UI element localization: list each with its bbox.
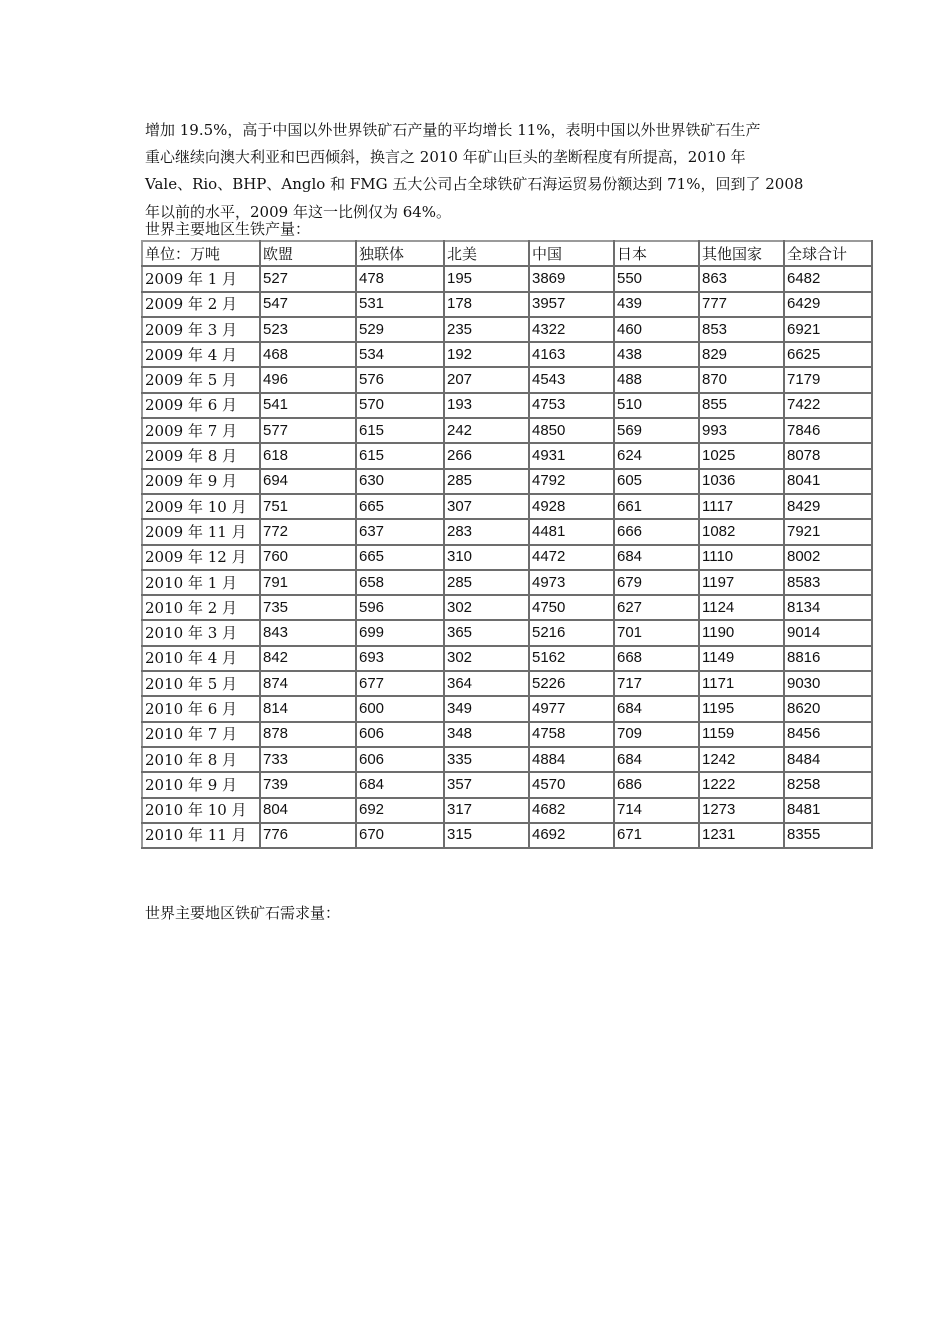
cell-cis: 692 <box>356 798 444 823</box>
cell-north-america: 307 <box>444 494 529 519</box>
cell-north-america: 302 <box>444 646 529 671</box>
table-row <box>142 469 872 494</box>
header-unit: 单位：万吨 <box>142 241 260 266</box>
cell-other-countries: 1222 <box>699 772 784 797</box>
header-north-america: 北美 <box>444 241 529 266</box>
header-eu: 欧盟 <box>260 241 356 266</box>
cell-japan: 714 <box>614 798 699 823</box>
cell-eu: 496 <box>260 367 356 392</box>
cell-month: 2010 年 7 月 <box>142 722 260 747</box>
cell-eu: 733 <box>260 747 356 772</box>
cell-north-america: 349 <box>444 696 529 721</box>
cell-eu: 772 <box>260 519 356 544</box>
cell-cis: 658 <box>356 570 444 595</box>
cell-global-total: 8620 <box>784 696 872 721</box>
cell-china: 5162 <box>529 646 614 671</box>
cell-cis: 665 <box>356 545 444 570</box>
cell-month: 2010 年 6 月 <box>142 696 260 721</box>
header-japan: 日本 <box>614 241 699 266</box>
cell-japan: 624 <box>614 443 699 468</box>
cell-china: 4543 <box>529 367 614 392</box>
cell-north-america: 302 <box>444 595 529 620</box>
table-row <box>142 823 872 848</box>
cell-north-america: 207 <box>444 367 529 392</box>
cell-other-countries: 1231 <box>699 823 784 848</box>
table-header-row <box>142 241 872 266</box>
cell-cis: 615 <box>356 443 444 468</box>
cell-north-america: 310 <box>444 545 529 570</box>
cell-other-countries: 1197 <box>699 570 784 595</box>
cell-eu: 878 <box>260 722 356 747</box>
cell-global-total: 6625 <box>784 342 872 367</box>
cell-other-countries: 1025 <box>699 443 784 468</box>
cell-month: 2009 年 7 月 <box>142 418 260 443</box>
cell-global-total: 8484 <box>784 747 872 772</box>
cell-month: 2009 年 11 月 <box>142 519 260 544</box>
cell-global-total: 8041 <box>784 469 872 494</box>
cell-china: 4682 <box>529 798 614 823</box>
cell-japan: 684 <box>614 696 699 721</box>
cell-japan: 686 <box>614 772 699 797</box>
pig-iron-output-table <box>141 240 873 849</box>
table-row <box>142 570 872 595</box>
cell-cis: 570 <box>356 393 444 418</box>
cell-eu: 874 <box>260 671 356 696</box>
header-other-countries: 其他国家 <box>699 241 784 266</box>
table-row <box>142 367 872 392</box>
cell-japan: 510 <box>614 393 699 418</box>
table-row <box>142 342 872 367</box>
cell-cis: 529 <box>356 317 444 342</box>
cell-china: 4884 <box>529 747 614 772</box>
cell-japan: 569 <box>614 418 699 443</box>
cell-japan: 679 <box>614 570 699 595</box>
cell-north-america: 266 <box>444 443 529 468</box>
cell-month: 2009 年 9 月 <box>142 469 260 494</box>
table-row <box>142 317 872 342</box>
cell-month: 2009 年 1 月 <box>142 266 260 291</box>
cell-other-countries: 1082 <box>699 519 784 544</box>
cell-month: 2009 年 8 月 <box>142 443 260 468</box>
cell-month: 2010 年 3 月 <box>142 620 260 645</box>
paragraph-line: 增加 19.5%，高于中国以外世界铁矿石产量的平均增长 11%，表明中国以外世界铁矿石生产 <box>145 121 761 139</box>
cell-china: 4481 <box>529 519 614 544</box>
cell-eu: 523 <box>260 317 356 342</box>
cell-china: 4570 <box>529 772 614 797</box>
cell-north-america: 348 <box>444 722 529 747</box>
cell-month: 2009 年 2 月 <box>142 292 260 317</box>
cell-china: 4163 <box>529 342 614 367</box>
cell-eu: 468 <box>260 342 356 367</box>
cell-cis: 478 <box>356 266 444 291</box>
cell-other-countries: 855 <box>699 393 784 418</box>
cell-cis: 630 <box>356 469 444 494</box>
cell-month: 2009 年 10 月 <box>142 494 260 519</box>
cell-month: 2010 年 4 月 <box>142 646 260 671</box>
table-row <box>142 519 872 544</box>
cell-japan: 684 <box>614 747 699 772</box>
section-title-pig-iron-output: 世界主要地区生铁产量： <box>145 220 311 238</box>
cell-north-america: 365 <box>444 620 529 645</box>
paragraph-line: 重心继续向澳大利亚和巴西倾斜，换言之 2010 年矿山巨头的垄断程度有所提高，2010 年 <box>145 148 746 167</box>
cell-china: 4928 <box>529 494 614 519</box>
table-row <box>142 595 872 620</box>
cell-north-america: 178 <box>444 292 529 317</box>
cell-global-total: 7846 <box>784 418 872 443</box>
cell-eu: 735 <box>260 595 356 620</box>
cell-japan: 488 <box>614 367 699 392</box>
cell-japan: 666 <box>614 519 699 544</box>
cell-japan: 661 <box>614 494 699 519</box>
cell-china: 5216 <box>529 620 614 645</box>
cell-global-total: 8134 <box>784 595 872 620</box>
cell-eu: 751 <box>260 494 356 519</box>
cell-cis: 606 <box>356 722 444 747</box>
table-row <box>142 443 872 468</box>
cell-north-america: 364 <box>444 671 529 696</box>
cell-eu: 541 <box>260 393 356 418</box>
cell-other-countries: 777 <box>699 292 784 317</box>
cell-month: 2010 年 1 月 <box>142 570 260 595</box>
cell-other-countries: 1149 <box>699 646 784 671</box>
cell-other-countries: 1273 <box>699 798 784 823</box>
table-row <box>142 393 872 418</box>
cell-eu: 739 <box>260 772 356 797</box>
cell-global-total: 7921 <box>784 519 872 544</box>
table-body <box>142 266 872 848</box>
cell-global-total: 8002 <box>784 545 872 570</box>
cell-china: 4792 <box>529 469 614 494</box>
cell-china: 4750 <box>529 595 614 620</box>
cell-other-countries: 1159 <box>699 722 784 747</box>
cell-north-america: 193 <box>444 393 529 418</box>
cell-month: 2010 年 8 月 <box>142 747 260 772</box>
cell-cis: 699 <box>356 620 444 645</box>
cell-month: 2009 年 4 月 <box>142 342 260 367</box>
cell-cis: 606 <box>356 747 444 772</box>
cell-eu: 694 <box>260 469 356 494</box>
cell-global-total: 6482 <box>784 266 872 291</box>
table-row <box>142 266 872 291</box>
cell-japan: 627 <box>614 595 699 620</box>
cell-global-total: 8078 <box>784 443 872 468</box>
cell-other-countries: 1117 <box>699 494 784 519</box>
cell-japan: 701 <box>614 620 699 645</box>
cell-global-total: 8429 <box>784 494 872 519</box>
cell-japan: 439 <box>614 292 699 317</box>
section-title-iron-ore-demand: 世界主要地区铁矿石需求量： <box>145 904 341 922</box>
cell-other-countries: 829 <box>699 342 784 367</box>
header-china: 中国 <box>529 241 614 266</box>
cell-month: 2009 年 12 月 <box>142 545 260 570</box>
cell-eu: 760 <box>260 545 356 570</box>
cell-global-total: 8258 <box>784 772 872 797</box>
cell-north-america: 315 <box>444 823 529 848</box>
cell-global-total: 8583 <box>784 570 872 595</box>
cell-china: 4472 <box>529 545 614 570</box>
cell-other-countries: 853 <box>699 317 784 342</box>
table-row <box>142 772 872 797</box>
cell-other-countries: 1124 <box>699 595 784 620</box>
body-paragraph <box>145 117 815 226</box>
cell-other-countries: 1195 <box>699 696 784 721</box>
cell-japan: 671 <box>614 823 699 848</box>
cell-japan: 550 <box>614 266 699 291</box>
cell-eu: 843 <box>260 620 356 645</box>
cell-cis: 637 <box>356 519 444 544</box>
cell-month: 2010 年 11 月 <box>142 823 260 848</box>
cell-north-america: 235 <box>444 317 529 342</box>
header-global-total: 全球合计 <box>784 241 872 266</box>
cell-japan: 605 <box>614 469 699 494</box>
cell-global-total: 7179 <box>784 367 872 392</box>
cell-month: 2009 年 6 月 <box>142 393 260 418</box>
table-row <box>142 545 872 570</box>
cell-china: 4973 <box>529 570 614 595</box>
cell-eu: 527 <box>260 266 356 291</box>
cell-month: 2009 年 3 月 <box>142 317 260 342</box>
cell-cis: 596 <box>356 595 444 620</box>
cell-japan: 709 <box>614 722 699 747</box>
cell-cis: 534 <box>356 342 444 367</box>
cell-global-total: 7422 <box>784 393 872 418</box>
cell-global-total: 6429 <box>784 292 872 317</box>
cell-cis: 677 <box>356 671 444 696</box>
paragraph-line: Vale、Rio、BHP、Anglo 和 FMG 五大公司占全球铁矿石海运贸易份额达到 71%，回到了 2008 <box>145 175 804 194</box>
cell-cis: 600 <box>356 696 444 721</box>
cell-japan: 438 <box>614 342 699 367</box>
cell-cis: 693 <box>356 646 444 671</box>
cell-north-america: 285 <box>444 469 529 494</box>
cell-eu: 577 <box>260 418 356 443</box>
cell-other-countries: 993 <box>699 418 784 443</box>
cell-cis: 665 <box>356 494 444 519</box>
cell-other-countries: 1242 <box>699 747 784 772</box>
cell-global-total: 9030 <box>784 671 872 696</box>
cell-china: 4850 <box>529 418 614 443</box>
table-row <box>142 696 872 721</box>
cell-north-america: 357 <box>444 772 529 797</box>
cell-other-countries: 870 <box>699 367 784 392</box>
cell-north-america: 317 <box>444 798 529 823</box>
cell-global-total: 8481 <box>784 798 872 823</box>
cell-north-america: 285 <box>444 570 529 595</box>
table-row <box>142 671 872 696</box>
cell-north-america: 242 <box>444 418 529 443</box>
paragraph-line: 年以前的水平，2009 年这一比例仅为 64%。 <box>145 202 452 221</box>
cell-month: 2009 年 5 月 <box>142 367 260 392</box>
cell-eu: 814 <box>260 696 356 721</box>
cell-china: 4977 <box>529 696 614 721</box>
cell-japan: 717 <box>614 671 699 696</box>
table-row <box>142 747 872 772</box>
cell-japan: 668 <box>614 646 699 671</box>
cell-global-total: 8456 <box>784 722 872 747</box>
table-row <box>142 722 872 747</box>
cell-north-america: 335 <box>444 747 529 772</box>
cell-north-america: 283 <box>444 519 529 544</box>
cell-eu: 791 <box>260 570 356 595</box>
cell-north-america: 195 <box>444 266 529 291</box>
cell-cis: 576 <box>356 367 444 392</box>
cell-cis: 531 <box>356 292 444 317</box>
cell-global-total: 8816 <box>784 646 872 671</box>
cell-china: 4322 <box>529 317 614 342</box>
cell-china: 4692 <box>529 823 614 848</box>
cell-china: 3869 <box>529 266 614 291</box>
cell-eu: 618 <box>260 443 356 468</box>
table-row <box>142 798 872 823</box>
cell-china: 5226 <box>529 671 614 696</box>
cell-global-total: 9014 <box>784 620 872 645</box>
table-row <box>142 646 872 671</box>
cell-eu: 804 <box>260 798 356 823</box>
cell-eu: 776 <box>260 823 356 848</box>
cell-eu: 842 <box>260 646 356 671</box>
cell-japan: 684 <box>614 545 699 570</box>
cell-global-total: 6921 <box>784 317 872 342</box>
header-cis: 独联体 <box>356 241 444 266</box>
cell-month: 2010 年 10 月 <box>142 798 260 823</box>
cell-other-countries: 1171 <box>699 671 784 696</box>
cell-month: 2010 年 5 月 <box>142 671 260 696</box>
cell-china: 4758 <box>529 722 614 747</box>
table-row <box>142 292 872 317</box>
cell-cis: 684 <box>356 772 444 797</box>
table-row <box>142 620 872 645</box>
cell-north-america: 192 <box>444 342 529 367</box>
table-row <box>142 494 872 519</box>
cell-other-countries: 1036 <box>699 469 784 494</box>
table-row <box>142 418 872 443</box>
cell-month: 2010 年 9 月 <box>142 772 260 797</box>
cell-other-countries: 1190 <box>699 620 784 645</box>
cell-japan: 460 <box>614 317 699 342</box>
cell-eu: 547 <box>260 292 356 317</box>
cell-cis: 670 <box>356 823 444 848</box>
cell-china: 4931 <box>529 443 614 468</box>
cell-other-countries: 863 <box>699 266 784 291</box>
cell-global-total: 8355 <box>784 823 872 848</box>
cell-cis: 615 <box>356 418 444 443</box>
cell-other-countries: 1110 <box>699 545 784 570</box>
cell-china: 3957 <box>529 292 614 317</box>
cell-china: 4753 <box>529 393 614 418</box>
cell-month: 2010 年 2 月 <box>142 595 260 620</box>
